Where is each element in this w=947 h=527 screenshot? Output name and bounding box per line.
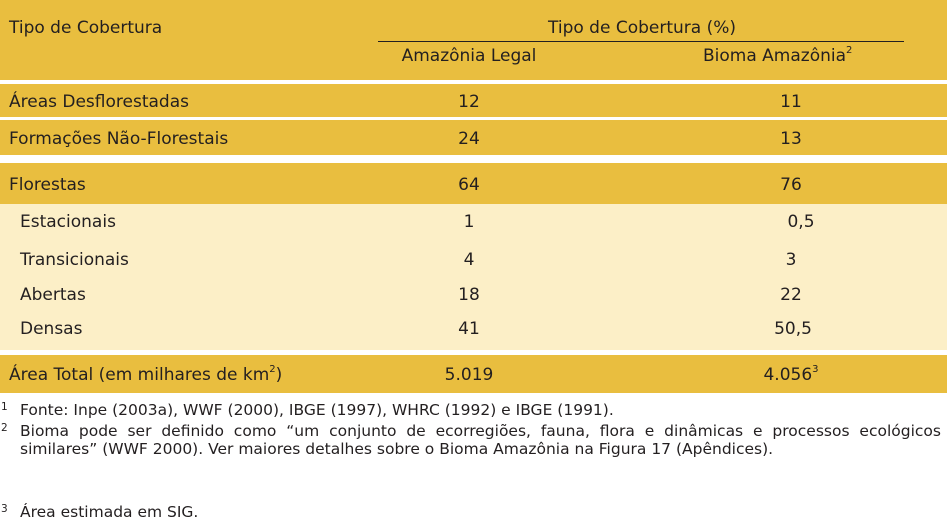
- row-label: Transicionais: [20, 250, 129, 270]
- header-divider-line: [378, 41, 904, 42]
- table-header: [0, 0, 947, 80]
- value-bioma-amazonia: 13: [780, 129, 802, 149]
- footnote-number: 3: [1, 503, 8, 515]
- column-header-bioma-amazonia: Bioma Amazônia$^2$: [703, 45, 853, 66]
- value-bioma-amazonia: 11: [780, 92, 802, 112]
- column-header-amazonia-legal: Amazônia Legal: [401, 46, 537, 66]
- column-header-type: Tipo de Cobertura: [9, 18, 163, 38]
- footnote-number: 2: [1, 422, 8, 434]
- value-amazonia-legal: 1: [463, 212, 475, 232]
- row-label: Densas: [20, 319, 83, 339]
- table-row: [0, 84, 947, 117]
- table-row: [0, 163, 947, 204]
- value-bioma-amazonia: 76: [780, 175, 802, 195]
- table-total-row: [0, 355, 947, 393]
- value-amazonia-legal: 18: [458, 285, 480, 305]
- row-label: Formações Não-Florestais: [9, 129, 229, 149]
- value-amazonia-legal: 12: [458, 92, 480, 112]
- value-bioma-amazonia: 22: [780, 285, 802, 305]
- value-amazonia-legal: 24: [458, 129, 480, 149]
- value-bioma-amazonia: 0,5: [787, 212, 815, 232]
- footnote-text: Área estimada em SIG.: [20, 503, 199, 521]
- row-label: Florestas: [9, 175, 86, 195]
- total-label: Área Total (em milhares de $km^2$): [9, 364, 283, 385]
- row-label: Estacionais: [20, 212, 116, 232]
- total-amazonia-legal: 5.019: [444, 365, 494, 385]
- footnote-text: Bioma pode ser definido como “um conjunto de ecorregiões, fauna, flora e dinâmicas e processos ecológicos similares” (WWF 2000). Ver maiores detalhes sobre o Bioma Amazônia na Figura 17 (Apêndices).: [20, 422, 941, 458]
- total-bioma-amazonia: 4.056$^3$: [763, 364, 819, 385]
- value-amazonia-legal: 41: [458, 319, 480, 339]
- forest-subrows-block: [0, 204, 947, 350]
- row-label: Áreas Desflorestadas: [9, 92, 189, 112]
- column-group-header: Tipo de Cobertura (%): [547, 18, 737, 38]
- table-row: [0, 120, 947, 155]
- footnote-text: Fonte: Inpe (2003a), WWF (2000), IBGE (1997), WHRC (1992) e IBGE (1991).: [20, 401, 614, 419]
- row-label: Abertas: [20, 285, 86, 305]
- value-amazonia-legal: 4: [463, 250, 475, 270]
- footnote-number: 1: [1, 401, 8, 413]
- value-amazonia-legal: 64: [458, 175, 480, 195]
- value-bioma-amazonia: 3: [785, 250, 797, 270]
- value-bioma-amazonia: 50,5: [774, 319, 812, 339]
